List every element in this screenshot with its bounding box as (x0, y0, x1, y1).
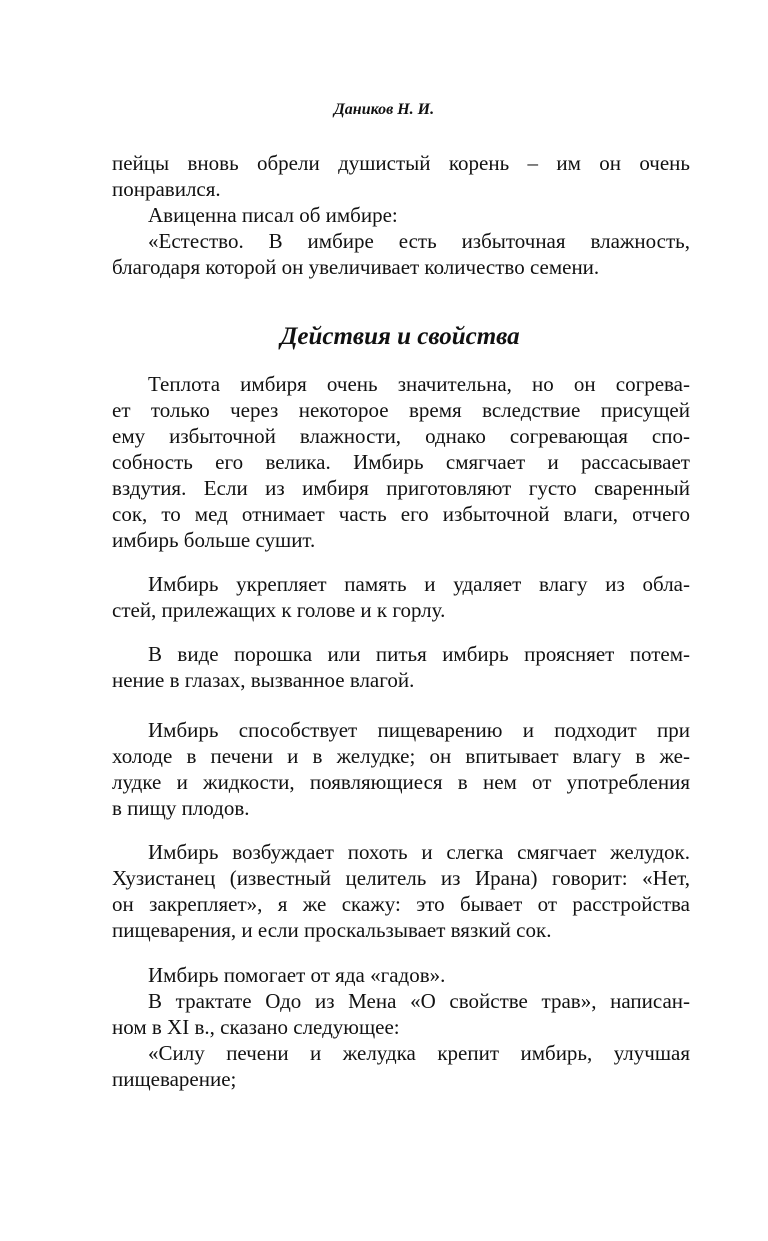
text-line: Имбирь способствует пищеварению и подходит при (148, 718, 690, 742)
text-line: Хузистанец (известный целитель из Ирана) говорит: «Нет, (112, 866, 690, 890)
text-line: ном в XI в., сказано следующее: (112, 1015, 400, 1039)
text-line: холоде в печени и в желудке; он впитывает влагу в же- (112, 744, 690, 768)
text-line: ему избыточной влажности, однако согревающая спо- (112, 424, 690, 448)
text-line: В виде порошка или питья имбирь проясняет потем- (148, 642, 690, 666)
text-line: нение в глазах, вызванное влагой. (112, 668, 415, 692)
text-line: понравился. (112, 177, 221, 201)
text-line: лудке и жидкости, появляющиеся в нем от употребления (112, 770, 690, 794)
text-line: стей, прилежащих к голове и к горлу. (112, 598, 446, 622)
text-line: имбирь больше сушит. (112, 528, 316, 552)
text-line: пейцы вновь обрели душистый корень – им он очень (112, 151, 690, 175)
section-title: Действия и свойства (280, 323, 520, 350)
text-line: пищеварения, и если проскальзывает вязкий сок. (112, 918, 552, 942)
text-line: вздутия. Если из имбиря приготовляют густо сваренный (112, 476, 690, 500)
text-line: сок, то мед отнимает часть его избыточной влаги, отчего (112, 502, 690, 526)
text-line: Теплота имбиря очень значительна, но он согрева- (148, 372, 690, 396)
text-line: «Естество. В имбире есть избыточная влажность, (148, 229, 690, 253)
text-line: собность его велика. Имбирь смягчает и рассасывает (112, 450, 690, 474)
running-head-author: Даников Н. И. (333, 101, 435, 118)
text-line: «Силу печени и желудка крепит имбирь, улучшая (148, 1041, 690, 1065)
text-line: он закрепляет», я же скажу: это бывает от расстройства (112, 892, 690, 916)
text-line: Имбирь помогает от яда «гадов». (148, 963, 446, 987)
text-line: В трактате Одо из Мена «О свойстве трав», написан- (148, 989, 690, 1013)
text-line: Имбирь возбуждает похоть и слегка смягчает желудок. (148, 840, 690, 864)
text-line: в пищу плодов. (112, 796, 250, 820)
text-line: Имбирь укрепляет память и удаляет влагу из обла- (148, 572, 690, 596)
text-line: благодаря которой он увеличивает количество семени. (112, 255, 600, 279)
text-line: ет только через некоторое время вследствие присущей (112, 398, 690, 422)
text-line: Авиценна писал об имбире: (148, 203, 398, 227)
text-line: пищеварение; (112, 1067, 237, 1091)
